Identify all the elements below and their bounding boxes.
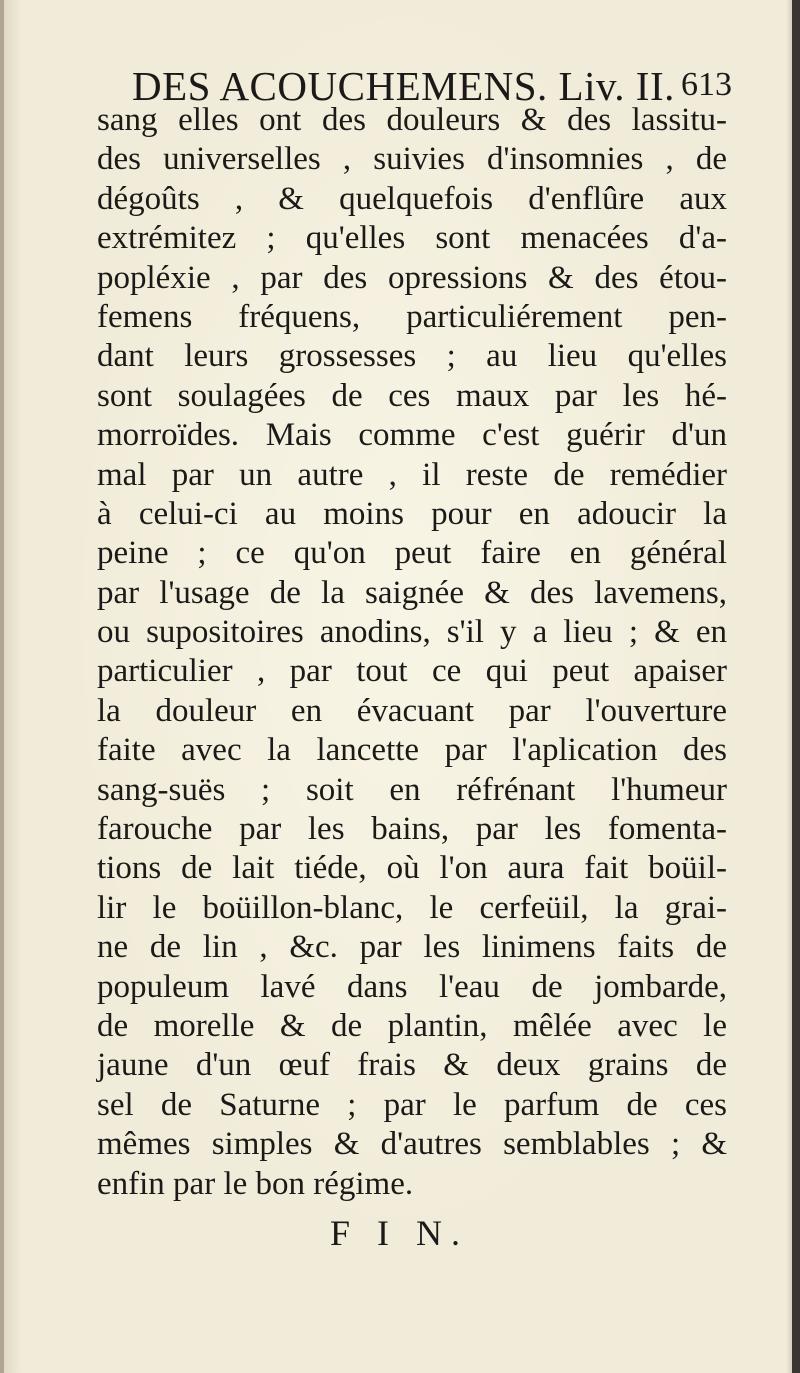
page-edge-shadow bbox=[792, 0, 800, 1373]
text-line: des universelles , suivies d'insomnies , de bbox=[97, 141, 727, 178]
text-line: ne de lin , &c. par les linimens faits de bbox=[97, 929, 727, 966]
text-line: sel de Saturne ; par le parfum de ces bbox=[97, 1086, 727, 1123]
text-line: dant leurs grossesses ; au lieu qu'elles bbox=[97, 338, 727, 375]
text-line: jaune d'un œuf frais & deux grains de bbox=[97, 1047, 727, 1084]
finis-mark: F I N. bbox=[330, 1213, 470, 1253]
text-line: popléxie , par des opressions & des étou- bbox=[97, 259, 727, 296]
text-line: par l'usage de la saignée & des lavemens, bbox=[97, 574, 727, 611]
text-line: populeum lavé dans l'eau de jombarde, bbox=[97, 968, 727, 1005]
text-line: tions de lait tiéde, où l'on aura fait boüil- bbox=[97, 850, 727, 887]
text-line: la douleur en évacuant par l'ouverture bbox=[97, 692, 727, 729]
text-line: peine ; ce qu'on peut faire en général bbox=[97, 535, 727, 572]
text-line: sont soulagées de ces maux par les hé- bbox=[97, 377, 727, 414]
text-line: femens fréquens, particuliérement pen- bbox=[97, 298, 727, 335]
text-line: particulier , par tout ce qui peut apaiser bbox=[97, 653, 727, 690]
page-gutter-shadow bbox=[0, 0, 4, 1373]
text-line: à celui-ci au moins pour en adoucir la bbox=[97, 495, 727, 532]
text-line: ou supositoires anodins, s'il y a lieu ; & en bbox=[97, 614, 727, 651]
text-line: faite avec la lancette par l'aplication des bbox=[97, 732, 727, 769]
text-line: extrémitez ; qu'elles sont menacées d'a- bbox=[97, 220, 727, 257]
page-number: 613 bbox=[681, 66, 732, 103]
text-line: de morelle & de plantin, mêlée avec le bbox=[97, 1007, 727, 1044]
text-line: sang-suës ; soit en réfrénant l'humeur bbox=[97, 771, 727, 808]
text-line: sang elles ont des douleurs & des lassitu- bbox=[97, 102, 727, 138]
body-text bbox=[97, 101, 727, 1204]
text-line: mal par un autre , il reste de remédier bbox=[97, 456, 727, 493]
text-line: lir le boüillon-blanc, le cerfeüil, la grai- bbox=[97, 889, 727, 926]
text-line: mêmes simples & d'autres semblables ; & bbox=[97, 1126, 727, 1163]
text-line: farouche par les bains, par les fomenta- bbox=[97, 811, 727, 848]
text-line: morroïdes. Mais comme c'est guérir d'un bbox=[97, 417, 727, 454]
running-head: DES ACOUCHEMENS. Liv. II. bbox=[132, 63, 675, 109]
text-line: dégoûts , & quelquefois d'enflûre aux bbox=[97, 180, 727, 217]
text-line-last: enfin par le bon régime. bbox=[97, 1165, 414, 1202]
